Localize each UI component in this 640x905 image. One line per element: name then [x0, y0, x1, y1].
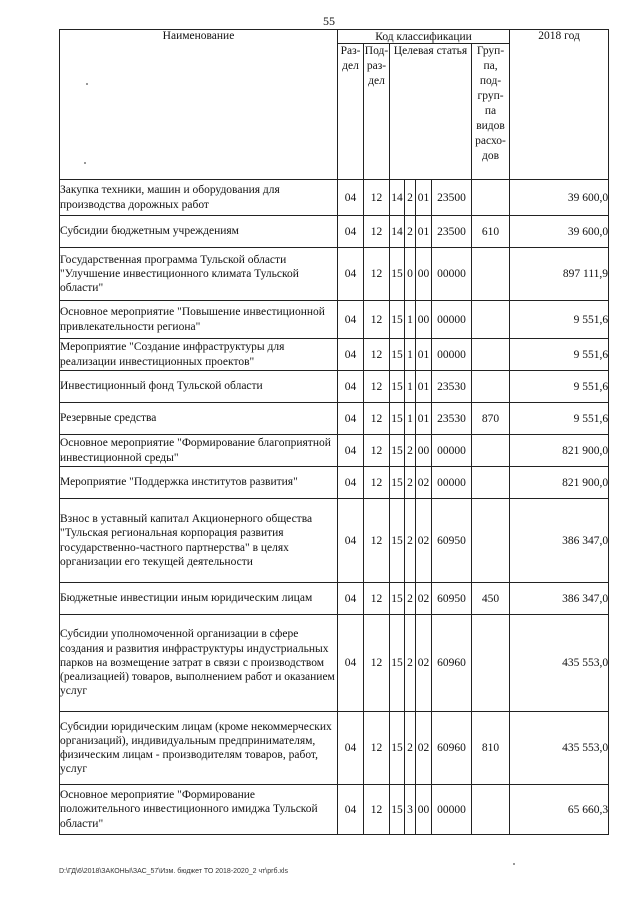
table-row [60, 583, 609, 615]
row-target-program: 15 [390, 248, 405, 301]
row-amount-2018: 9 551,6 [510, 371, 609, 403]
row-target-subprogram: 2 [405, 583, 416, 615]
row-amount-2018: 386 347,0 [510, 499, 609, 583]
row-amount-2018: 435 553,0 [510, 615, 609, 712]
scan-speck [86, 83, 88, 85]
row-razdel: 04 [338, 583, 364, 615]
row-target-direction: 00000 [432, 339, 472, 371]
row-razdel: 04 [338, 216, 364, 248]
row-amount-2018: 821 900,0 [510, 435, 609, 467]
row-target-subprogram: 3 [405, 785, 416, 835]
table-row [60, 785, 609, 835]
row-target-program: 15 [390, 499, 405, 583]
row-target-event: 01 [416, 216, 432, 248]
row-target-program: 15 [390, 615, 405, 712]
row-target-direction: 23500 [432, 180, 472, 216]
row-podrazdel: 12 [364, 615, 390, 712]
row-target-subprogram: 2 [405, 180, 416, 216]
table-row [60, 435, 609, 467]
row-expense-group [472, 435, 510, 467]
row-razdel: 04 [338, 371, 364, 403]
row-target-subprogram: 2 [405, 216, 416, 248]
row-podrazdel: 12 [364, 712, 390, 785]
row-amount-2018: 39 600,0 [510, 216, 609, 248]
row-target-event: 02 [416, 583, 432, 615]
row-name: Субсидии уполномоченной организации в сфере создания и развития инфраструктуры индустриальных парков на возмещение затрат в связи с производством (реализацией) товаров, выполнением работ и оказанием услуг [60, 615, 338, 712]
row-podrazdel: 12 [364, 248, 390, 301]
row-amount-2018: 9 551,6 [510, 403, 609, 435]
row-name: Основное мероприятие "Формирование положительного инвестиционного имиджа Тульской области" [60, 785, 338, 835]
row-expense-group [472, 467, 510, 499]
row-name: Взнос в уставный капитал Акционерного общества "Тульская региональная корпорация развития государственно-частного партнерства" в целях организации его текущей деятельности [60, 499, 338, 583]
row-name: Основное мероприятие "Формирование благоприятной инвестиционной среды" [60, 435, 338, 467]
row-expense-group: 610 [472, 216, 510, 248]
row-target-direction: 60950 [432, 499, 472, 583]
row-razdel: 04 [338, 785, 364, 835]
row-target-direction: 23530 [432, 403, 472, 435]
row-expense-group [472, 301, 510, 339]
table-row [60, 403, 609, 435]
header-expense-group: Груп- па, под- груп- па видов расхо- дов [472, 44, 510, 180]
row-target-subprogram: 2 [405, 467, 416, 499]
row-target-subprogram: 2 [405, 435, 416, 467]
row-name: Государственная программа Тульской области "Улучшение инвестиционного климата Тульской области" [60, 248, 338, 301]
row-name: Субсидии бюджетным учреждениям [60, 216, 338, 248]
row-target-program: 15 [390, 712, 405, 785]
row-target-subprogram: 2 [405, 615, 416, 712]
row-target-program: 14 [390, 216, 405, 248]
row-amount-2018: 897 111,9 [510, 248, 609, 301]
row-target-direction: 23500 [432, 216, 472, 248]
page-number: 55 [323, 14, 335, 28]
row-podrazdel: 12 [364, 583, 390, 615]
row-target-program: 15 [390, 371, 405, 403]
header-podrazdel: Под- раз- дел [364, 44, 390, 180]
row-target-subprogram: 2 [405, 499, 416, 583]
table-header [60, 30, 609, 180]
scan-speck [84, 162, 86, 164]
row-amount-2018: 435 553,0 [510, 712, 609, 785]
row-podrazdel: 12 [364, 467, 390, 499]
row-target-program: 15 [390, 301, 405, 339]
row-target-event: 00 [416, 785, 432, 835]
row-target-subprogram: 2 [405, 712, 416, 785]
row-podrazdel: 12 [364, 435, 390, 467]
row-target-subprogram: 1 [405, 371, 416, 403]
row-name: Мероприятие "Поддержка институтов развития" [60, 467, 338, 499]
table-row [60, 301, 609, 339]
row-target-direction: 23530 [432, 371, 472, 403]
row-target-event: 01 [416, 371, 432, 403]
row-razdel: 04 [338, 248, 364, 301]
row-target-direction: 00000 [432, 467, 472, 499]
row-expense-group [472, 371, 510, 403]
row-razdel: 04 [338, 180, 364, 216]
row-expense-group [472, 785, 510, 835]
row-podrazdel: 12 [364, 339, 390, 371]
row-expense-group: 450 [472, 583, 510, 615]
row-amount-2018: 386 347,0 [510, 583, 609, 615]
table-row [60, 499, 609, 583]
row-target-program: 15 [390, 583, 405, 615]
row-expense-group [472, 499, 510, 583]
row-name: Резервные средства [60, 403, 338, 435]
row-name: Субсидии юридическим лицам (кроме некоммерческих организаций), индивидуальным предпринимателям, физическим лицам - производителям товаров, работ, услуг [60, 712, 338, 785]
row-target-subprogram: 0 [405, 248, 416, 301]
row-amount-2018: 39 600,0 [510, 180, 609, 216]
row-target-program: 14 [390, 180, 405, 216]
row-name: Мероприятие "Создание инфраструктуры для реализации инвестиционных проектов" [60, 339, 338, 371]
row-target-direction: 60960 [432, 712, 472, 785]
row-target-event: 01 [416, 403, 432, 435]
row-target-event: 01 [416, 339, 432, 371]
table-row [60, 467, 609, 499]
row-podrazdel: 12 [364, 499, 390, 583]
row-target-direction: 00000 [432, 301, 472, 339]
row-target-direction: 00000 [432, 248, 472, 301]
row-razdel: 04 [338, 339, 364, 371]
row-podrazdel: 12 [364, 301, 390, 339]
row-name: Закупка техники, машин и оборудования для производства дорожных работ [60, 180, 338, 216]
row-razdel: 04 [338, 712, 364, 785]
header-razdel: Раз- дел [338, 44, 364, 180]
row-razdel: 04 [338, 435, 364, 467]
row-target-direction: 00000 [432, 435, 472, 467]
table-row [60, 615, 609, 712]
table-row [60, 248, 609, 301]
row-expense-group [472, 615, 510, 712]
row-target-program: 15 [390, 435, 405, 467]
table-row [60, 371, 609, 403]
table-body [60, 180, 609, 835]
row-podrazdel: 12 [364, 216, 390, 248]
row-target-event: 01 [416, 180, 432, 216]
scan-speck [513, 863, 515, 865]
row-target-direction: 00000 [432, 785, 472, 835]
row-amount-2018: 65 660,3 [510, 785, 609, 835]
row-target-event: 00 [416, 301, 432, 339]
row-target-event: 00 [416, 435, 432, 467]
row-razdel: 04 [338, 301, 364, 339]
row-podrazdel: 12 [364, 785, 390, 835]
table-row [60, 339, 609, 371]
row-target-event: 02 [416, 499, 432, 583]
header-name: Наименование [60, 30, 338, 180]
row-target-event: 02 [416, 615, 432, 712]
row-target-direction: 60960 [432, 615, 472, 712]
table-row [60, 180, 609, 216]
row-name: Инвестиционный фонд Тульской области [60, 371, 338, 403]
row-target-program: 15 [390, 403, 405, 435]
row-podrazdel: 12 [364, 371, 390, 403]
row-amount-2018: 821 900,0 [510, 467, 609, 499]
row-target-event: 02 [416, 712, 432, 785]
table-row [60, 216, 609, 248]
row-expense-group: 870 [472, 403, 510, 435]
row-target-subprogram: 1 [405, 339, 416, 371]
row-amount-2018: 9 551,6 [510, 339, 609, 371]
row-expense-group [472, 339, 510, 371]
row-razdel: 04 [338, 615, 364, 712]
row-razdel: 04 [338, 403, 364, 435]
row-target-program: 15 [390, 467, 405, 499]
row-name: Бюджетные инвестиции иным юридическим лицам [60, 583, 338, 615]
row-target-program: 15 [390, 785, 405, 835]
row-target-program: 15 [390, 339, 405, 371]
row-razdel: 04 [338, 499, 364, 583]
row-target-event: 02 [416, 467, 432, 499]
row-target-subprogram: 1 [405, 403, 416, 435]
budget-table [59, 29, 609, 835]
footer-file-path: D:\ГД\6\2018\ЗАКОНЫ\ЗАС_57\Изм. бюджет ТО 2018-2020_2 чт\prб.xls [59, 868, 288, 875]
row-podrazdel: 12 [364, 180, 390, 216]
row-target-subprogram: 1 [405, 301, 416, 339]
row-amount-2018: 9 551,6 [510, 301, 609, 339]
row-expense-group [472, 180, 510, 216]
header-target-article: Целевая статья [390, 44, 472, 180]
row-podrazdel: 12 [364, 403, 390, 435]
row-razdel: 04 [338, 467, 364, 499]
row-target-direction: 60950 [432, 583, 472, 615]
header-code-classification: Код классификации [338, 30, 510, 44]
header-year: 2018 год [510, 30, 609, 180]
row-expense-group [472, 248, 510, 301]
row-target-event: 00 [416, 248, 432, 301]
row-expense-group: 810 [472, 712, 510, 785]
table-row [60, 712, 609, 785]
row-name: Основное мероприятие "Повышение инвестиционной привлекательности региона" [60, 301, 338, 339]
